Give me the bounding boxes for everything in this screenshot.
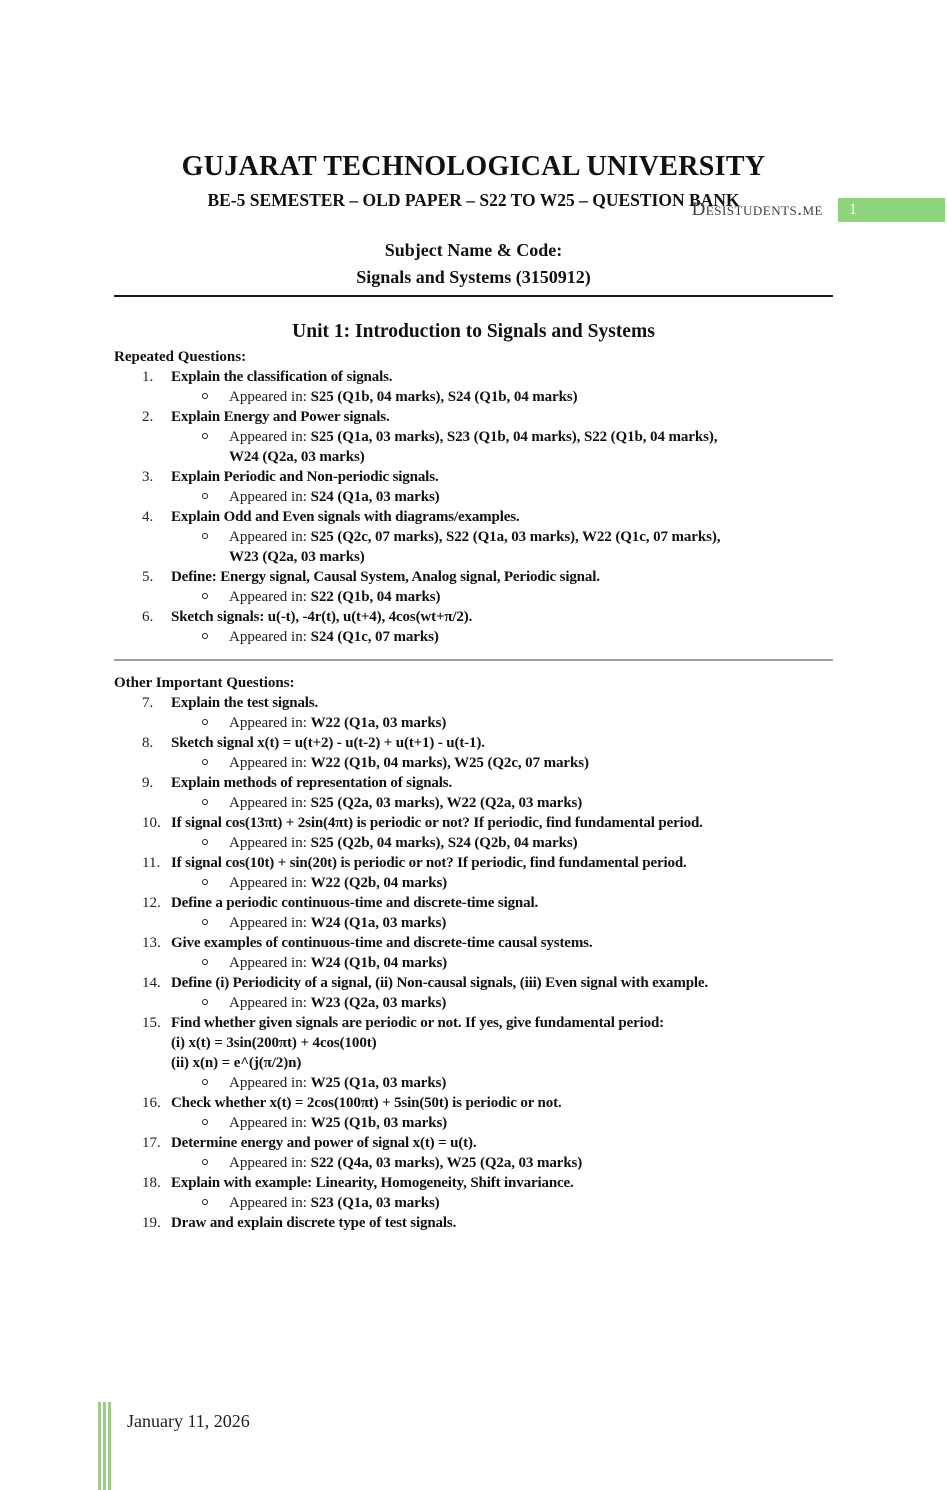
question-text: Define a periodic continuous-time and discrete-time signal. <box>171 895 539 911</box>
question-item <box>114 1013 833 1093</box>
question-number: 11. <box>142 855 161 871</box>
question-number: 17. <box>142 1135 161 1151</box>
question-subline: (i) x(t) = 3sin(200πt) + 4cos(100t) <box>171 1035 377 1051</box>
question-line <box>142 507 833 527</box>
appeared-line <box>229 1193 734 1213</box>
appeared-prefix: Appeared in: <box>229 995 307 1011</box>
question-number: 19. <box>142 1215 161 1231</box>
appeared-refs: S24 (Q1a, 03 marks) <box>310 489 440 505</box>
question-line <box>142 813 833 833</box>
circle-bullet-icon <box>202 393 208 399</box>
question-number: 13. <box>142 935 161 951</box>
appeared-prefix: Appeared in: <box>229 489 307 505</box>
circle-bullet-icon <box>202 759 208 765</box>
question-list <box>114 693 833 1233</box>
appeared-prefix: Appeared in: <box>229 795 307 811</box>
question-sublines <box>114 1033 833 1073</box>
circle-bullet-icon <box>202 493 208 499</box>
appeared-line <box>229 953 734 973</box>
question-line <box>142 607 833 627</box>
appeared-prefix: Appeared in: <box>229 1195 307 1211</box>
appeared-line <box>229 427 734 467</box>
subject-block <box>114 237 833 291</box>
appeared-line <box>229 627 734 647</box>
question-text: Give examples of continuous-time and discrete-time causal systems. <box>171 935 593 951</box>
appeared-line <box>229 873 734 893</box>
appeared-prefix: Appeared in: <box>229 1115 307 1131</box>
question-line <box>142 467 833 487</box>
question-number: 10. <box>142 815 161 831</box>
question-number: 2. <box>142 409 154 425</box>
footer-decoration-bars-icon <box>98 1402 111 1490</box>
question-subline: (ii) x(n) = e^(j(π/2)n) <box>171 1055 302 1071</box>
appeared-prefix: Appeared in: <box>229 529 307 545</box>
question-item <box>114 973 833 1013</box>
question-number: 4. <box>142 509 154 525</box>
question-text: Explain Energy and Power signals. <box>171 409 390 425</box>
question-line <box>142 773 833 793</box>
question-text: Explain Odd and Even signals with diagrams/examples. <box>171 509 520 525</box>
question-number: 1. <box>142 369 154 385</box>
appeared-refs: W22 (Q2b, 04 marks) <box>310 875 448 891</box>
question-text: If signal cos(13πt) + 2sin(4πt) is periodic or not? If periodic, find fundamental period. <box>171 815 703 831</box>
question-line <box>142 1093 833 1113</box>
question-item <box>114 853 833 893</box>
question-list <box>114 367 833 647</box>
circle-bullet-icon <box>202 799 208 805</box>
appeared-line <box>229 713 734 733</box>
footer-date: January 11, 2026 <box>127 1411 250 1431</box>
subject-name: Signals and Systems (3150912) <box>356 267 591 287</box>
question-line <box>142 733 833 753</box>
question-text: Define: Energy signal, Causal System, Analog signal, Periodic signal. <box>171 569 600 585</box>
question-text: Draw and explain discrete type of test signals. <box>171 1215 457 1231</box>
question-item <box>114 467 833 507</box>
question-number: 9. <box>142 775 154 791</box>
appeared-refs: W25 (Q1a, 03 marks) <box>310 1075 447 1091</box>
appeared-prefix: Appeared in: <box>229 1155 307 1171</box>
appeared-refs: W22 (Q1b, 04 marks), W25 (Q2c, 07 marks) <box>310 755 589 771</box>
page-number-badge <box>838 198 945 222</box>
question-item <box>114 1173 833 1213</box>
appeared-line <box>229 1153 734 1173</box>
question-line <box>142 1013 833 1033</box>
circle-bullet-icon <box>202 1119 208 1125</box>
question-text: Sketch signals: u(-t), -4r(t), u(t+4), 4cos(wt+π/2). <box>171 609 473 625</box>
appeared-line <box>229 1073 734 1093</box>
question-number: 3. <box>142 469 154 485</box>
appeared-prefix: Appeared in: <box>229 835 307 851</box>
question-item <box>114 407 833 467</box>
question-text: Define (i) Periodicity of a signal, (ii) Non-causal signals, (iii) Even signal with example. <box>171 975 709 991</box>
title-divider <box>114 295 833 297</box>
question-item <box>114 507 833 567</box>
question-text: Explain the classification of signals. <box>171 369 393 385</box>
appeared-prefix: Appeared in: <box>229 389 307 405</box>
question-item <box>114 933 833 973</box>
appeared-refs: W24 (Q1b, 04 marks) <box>310 955 448 971</box>
page-header <box>692 198 945 222</box>
circle-bullet-icon <box>202 719 208 725</box>
circle-bullet-icon <box>202 999 208 1005</box>
appeared-prefix: Appeared in: <box>229 955 307 971</box>
question-text: Explain the test signals. <box>171 695 319 711</box>
appeared-prefix: Appeared in: <box>229 715 307 731</box>
circle-bullet-icon <box>202 919 208 925</box>
question-item <box>114 367 833 407</box>
question-number: 6. <box>142 609 154 625</box>
circle-bullet-icon <box>202 533 208 539</box>
section-divider <box>114 659 833 661</box>
page-footer <box>98 1402 250 1490</box>
question-number: 8. <box>142 735 154 751</box>
question-line <box>142 893 833 913</box>
appeared-line <box>229 587 734 607</box>
university-title: GUJARAT TECHNOLOGICAL UNIVERSITY <box>181 151 766 182</box>
question-text: Explain with example: Linearity, Homogeneity, Shift invariance. <box>171 1175 574 1191</box>
appeared-refs: S22 (Q4a, 03 marks), W25 (Q2a, 03 marks) <box>310 1155 583 1171</box>
question-line <box>142 693 833 713</box>
question-number: 5. <box>142 569 154 585</box>
appeared-prefix: Appeared in: <box>229 875 307 891</box>
question-text: Find whether given signals are periodic or not. If yes, give fundamental period: <box>171 1015 665 1031</box>
appeared-line <box>229 793 734 813</box>
appeared-refs: S25 (Q2b, 04 marks), S24 (Q2b, 04 marks) <box>310 835 578 851</box>
appeared-refs: S22 (Q1b, 04 marks) <box>310 589 441 605</box>
question-number: 18. <box>142 1175 161 1191</box>
question-line <box>142 367 833 387</box>
question-item <box>114 733 833 773</box>
appeared-prefix: Appeared in: <box>229 589 307 605</box>
question-text: Check whether x(t) = 2cos(100πt) + 5sin(50t) is periodic or not. <box>171 1095 562 1111</box>
circle-bullet-icon <box>202 959 208 965</box>
question-item <box>114 607 833 647</box>
circle-bullet-icon <box>202 593 208 599</box>
circle-bullet-icon <box>202 1159 208 1165</box>
appeared-prefix: Appeared in: <box>229 755 307 771</box>
appeared-refs: S25 (Q1b, 04 marks), S24 (Q1b, 04 marks) <box>310 389 578 405</box>
appeared-line <box>229 993 734 1013</box>
appeared-line <box>229 753 734 773</box>
appeared-line <box>229 833 734 853</box>
appeared-prefix: Appeared in: <box>229 1075 307 1091</box>
appeared-prefix: Appeared in: <box>229 629 307 645</box>
appeared-refs: S25 (Q2a, 03 marks), W22 (Q2a, 03 marks) <box>310 795 583 811</box>
question-number: 16. <box>142 1095 161 1111</box>
unit-title: Unit 1: Introduction to Signals and Systems <box>292 321 655 342</box>
question-section <box>114 347 833 647</box>
question-text: Sketch signal x(t) = u(t+2) - u(t-2) + u(t+1) - u(t-1). <box>171 735 485 751</box>
question-section <box>114 659 833 1233</box>
question-line <box>142 1213 833 1233</box>
question-text: Explain Periodic and Non-periodic signals. <box>171 469 439 485</box>
appeared-refs: S23 (Q1a, 03 marks) <box>310 1195 440 1211</box>
paper-subtitle: BE-5 SEMESTER – OLD PAPER – S22 TO W25 – QUESTION BANK <box>207 190 740 210</box>
circle-bullet-icon <box>202 433 208 439</box>
question-text: Explain methods of representation of signals. <box>171 775 453 791</box>
section-heading: Other Important Questions: <box>114 675 295 691</box>
appeared-refs: W22 (Q1a, 03 marks) <box>310 715 447 731</box>
appeared-refs: W23 (Q2a, 03 marks) <box>310 995 447 1011</box>
appeared-refs: S25 (Q1a, 03 marks), S23 (Q1b, 04 marks), S22 (Q1b, 04 marks), W24 (Q2a, 03 marks) <box>229 429 718 465</box>
question-number: 14. <box>142 975 161 991</box>
question-line <box>142 973 833 993</box>
appeared-line <box>229 527 734 567</box>
page-number: 1 <box>849 201 857 218</box>
document-page <box>0 151 947 1431</box>
question-item <box>114 1093 833 1133</box>
question-item <box>114 1133 833 1173</box>
appeared-prefix: Appeared in: <box>229 915 307 931</box>
appeared-line <box>229 1113 734 1133</box>
question-number: 12. <box>142 895 161 911</box>
appeared-prefix: Appeared in: <box>229 429 307 445</box>
circle-bullet-icon <box>202 879 208 885</box>
circle-bullet-icon <box>202 839 208 845</box>
appeared-refs: W24 (Q1a, 03 marks) <box>310 915 447 931</box>
section-heading: Repeated Questions: <box>114 349 247 365</box>
appeared-line <box>229 913 734 933</box>
circle-bullet-icon <box>202 633 208 639</box>
appeared-refs: S25 (Q2c, 07 marks), S22 (Q1a, 03 marks), W22 (Q1c, 07 marks), W23 (Q2a, 03 marks) <box>229 529 721 565</box>
circle-bullet-icon <box>202 1199 208 1205</box>
appeared-refs: W25 (Q1b, 03 marks) <box>310 1115 448 1131</box>
question-item <box>114 693 833 733</box>
document-content <box>0 152 947 1233</box>
question-item <box>114 1213 833 1233</box>
appeared-line <box>229 487 734 507</box>
question-item <box>114 813 833 853</box>
question-number: 7. <box>142 695 154 711</box>
question-line <box>142 407 833 427</box>
site-name: Desistudents.me <box>691 199 823 220</box>
subject-label: Subject Name & Code: <box>384 240 563 260</box>
question-line <box>142 1173 833 1193</box>
question-line <box>142 933 833 953</box>
question-item <box>114 567 833 607</box>
question-text: Determine energy and power of signal x(t) = u(t). <box>171 1135 477 1151</box>
question-number: 15. <box>142 1015 161 1031</box>
question-item <box>114 773 833 813</box>
question-text: If signal cos(10t) + sin(20t) is periodic or not? If periodic, find fundamental period. <box>171 855 687 871</box>
question-line <box>142 567 833 587</box>
appeared-line <box>229 387 734 407</box>
question-item <box>114 893 833 933</box>
question-line <box>142 1133 833 1153</box>
appeared-refs: S24 (Q1c, 07 marks) <box>310 629 439 645</box>
question-line <box>142 853 833 873</box>
circle-bullet-icon <box>202 1079 208 1085</box>
question-sections <box>114 347 833 1233</box>
